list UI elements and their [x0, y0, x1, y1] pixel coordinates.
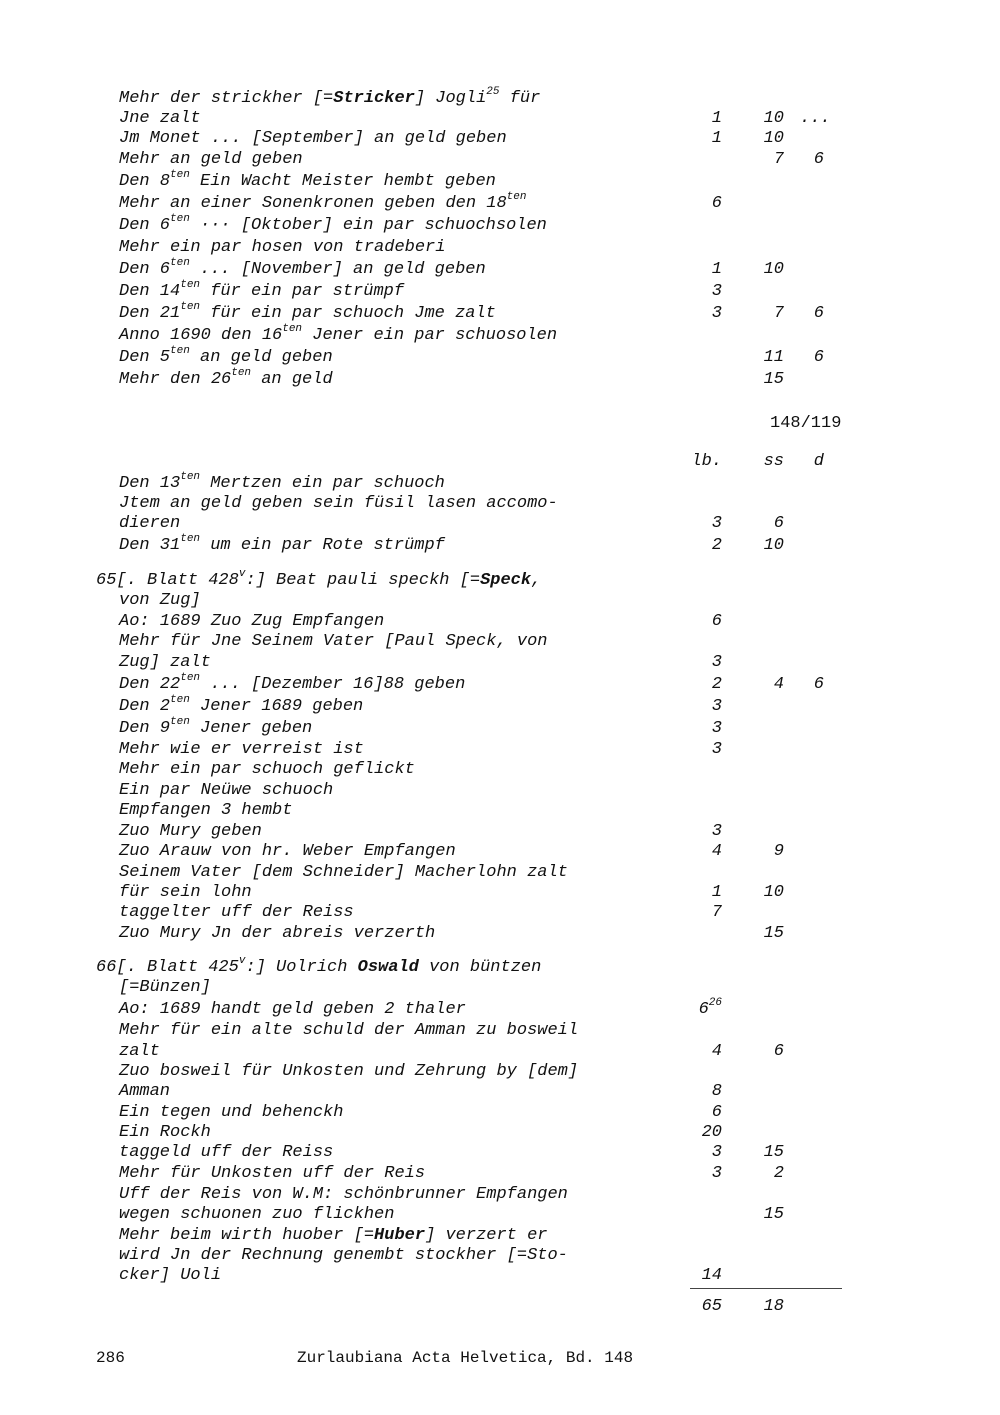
entry-text: Zuo Arauw von hr. Weber Empfangen: [119, 842, 456, 861]
entry-text: Mehr an geld geben: [119, 150, 303, 169]
entry-text: Zug] zalt: [119, 653, 211, 672]
entry-text: Ao: 1689 Zuo Zug Empfangen: [119, 612, 385, 631]
entry-text: Mehr an einer Sonenkronen geben den $18^{ten}$: [119, 191, 527, 213]
amount-ss: 10: [763, 109, 784, 128]
amount-lb: 3: [711, 1164, 722, 1183]
entry-text: Mehr ein par hosen von tradeberi: [119, 238, 446, 257]
ledger-row: [0, 1020, 1000, 1041]
amount-ss: 6: [773, 1042, 784, 1061]
ledger-row: [0, 1142, 1000, 1163]
amount-ss: 15: [763, 1143, 784, 1162]
footer-page-number: 286: [96, 1349, 125, 1367]
amount-lb: 3: [711, 304, 722, 323]
amount-lb: 6: [711, 612, 722, 631]
amount-lb: 7: [711, 903, 722, 922]
entry-text: cker] Uoli: [119, 1266, 222, 1285]
ledger-row: [0, 1102, 1000, 1123]
amount-d: 6: [813, 150, 824, 169]
entry-text: dieren: [119, 514, 181, 533]
entry-text: Seinem Vater [dem Schneider] Macherlohn zalt: [119, 863, 568, 882]
entry-text: Ein par Neüwe schuoch: [119, 781, 334, 800]
entry-text: Zuo Mury geben: [119, 822, 262, 841]
ledger-row: [0, 171, 1000, 192]
ledger-row: [0, 369, 1000, 390]
amount-lb: 3: [711, 1143, 722, 1162]
amount-lb: 2: [711, 675, 722, 694]
ledger-row: [0, 237, 1000, 258]
entry-65-heading: [0, 570, 1000, 591]
ledger-row: [0, 1081, 1000, 1102]
entry-text: zalt: [119, 1042, 160, 1061]
amount-d: 6: [813, 348, 824, 367]
amount-lb: $6^{26}$: [698, 997, 722, 1019]
ledger-row: [0, 718, 1000, 739]
ledger-row: [0, 999, 1000, 1020]
ledger-row: [0, 652, 1000, 673]
amount-ss: 18: [763, 1297, 784, 1316]
amount-ss: 10: [763, 129, 784, 148]
entry-text: Den $8^{ten}$ Ein Wacht Meister hembt geben: [119, 169, 496, 191]
entry-heading-text: 66[. Blatt 425$^v$:] Uolrich Oswald von büntzen: [96, 955, 542, 977]
entry-text: Den $9^{ten}$ Jener geben: [119, 716, 313, 738]
ledger-row: [0, 108, 1000, 129]
amount-lb: 3: [711, 719, 722, 738]
ledger-row: [0, 1061, 1000, 1082]
ledger-row: [0, 215, 1000, 236]
entry-text: Den $22^{ten}$ ... [Dezember 16]88 geben: [119, 672, 466, 694]
amount-ss: 11: [763, 348, 784, 367]
entry-text: Den $5^{ten}$ an geld geben: [119, 345, 333, 367]
entry-text: wird Jn der Rechnung genembt stockher [=Sto-: [119, 1246, 568, 1265]
amount-ss: 9: [773, 842, 784, 861]
entry-text: Den $13^{ten}$ Mertzen ein par schuoch: [119, 471, 445, 493]
amount-ss: 15: [763, 1205, 784, 1224]
amount-lb: 14: [701, 1266, 722, 1285]
entry-text: Mehr für ein alte schuld der Amman zu bosweil: [119, 1021, 579, 1040]
ledger-row: [0, 149, 1000, 170]
ledger-row: [0, 303, 1000, 324]
entry-text: taggeld uff der Reiss: [119, 1143, 334, 1162]
ledger-row: [0, 1265, 1000, 1286]
column-headers: [0, 451, 1000, 472]
entry-text: Mehr der strickher [=Stricker] Jogli$^{25}$ für: [119, 86, 541, 108]
amount-lb: 3: [711, 282, 722, 301]
amount-d: ...: [800, 109, 831, 128]
ledger-row: [0, 841, 1000, 862]
ledger-row: [0, 1041, 1000, 1062]
amount-ss: ss: [763, 452, 784, 471]
entry-text: wegen schuonen zuo flickhen: [119, 1205, 395, 1224]
entry-text: Ein tegen und behenckh: [119, 1103, 344, 1122]
ledger-row: [0, 1184, 1000, 1205]
page-reference: 148/119: [770, 414, 842, 433]
entry-text: Den $14^{ten}$ für ein par strümpf: [119, 279, 405, 301]
amount-ss: 7: [773, 304, 784, 323]
amount-lb: 1: [711, 260, 722, 279]
ledger-row: [0, 88, 1000, 109]
footer-title: Zurlaubiana Acta Helvetica, Bd. 148: [297, 1349, 634, 1367]
entry-text: Den $6^{ten}$ ... [November] an geld geben: [119, 257, 486, 279]
ledger-row: [0, 347, 1000, 368]
ledger-row: [0, 535, 1000, 556]
amount-lb: 2: [711, 536, 722, 555]
ledger-row: [0, 882, 1000, 903]
amount-lb: 1: [711, 883, 722, 902]
entry-text: Empfangen 3 hembt: [119, 801, 293, 820]
amount-d: 6: [813, 675, 824, 694]
total-row: [0, 1296, 1000, 1317]
entry-text: für sein lohn: [119, 883, 252, 902]
amount-lb: 3: [711, 740, 722, 759]
amount-lb: 1: [711, 129, 722, 148]
ledger-row: [0, 281, 1000, 302]
ledger-row: [0, 923, 1000, 944]
entry-text: Uff der Reis von W.M: schönbrunner Empfangen: [119, 1185, 568, 1204]
ledger-row: [0, 193, 1000, 214]
ledger-row: [0, 513, 1000, 534]
entry-text: Ein Rockh: [119, 1123, 211, 1142]
ledger-row: [0, 1245, 1000, 1266]
entry-text: Mehr ein par schuoch geflickt: [119, 760, 415, 779]
amount-lb: 1: [711, 109, 722, 128]
amount-lb: 4: [711, 1042, 722, 1061]
entry-text: Anno 1690 den $16^{ten}$ Jener ein par schuosolen: [119, 323, 558, 345]
amount-ss: 10: [763, 260, 784, 279]
ledger-row: [0, 862, 1000, 883]
amount-lb: 6: [711, 194, 722, 213]
entry-text: taggelter uff der Reiss: [119, 903, 354, 922]
ledger-row: [0, 977, 1000, 998]
entry-text: Jm Monet ... [September] an geld geben: [119, 129, 507, 148]
amount-d: 6: [813, 304, 824, 323]
ledger-row: [0, 800, 1000, 821]
entry-text: [=Bünzen]: [119, 978, 211, 997]
entry-text: Den $21^{ten}$ für ein par schuoch Jme zalt: [119, 301, 496, 323]
entry-text: Mehr wie er verreist ist: [119, 740, 364, 759]
amount-ss: 10: [763, 883, 784, 902]
entry-text: Den $6^{ten}$ ··· [Oktober] ein par schuochsolen: [119, 213, 547, 235]
amount-lb: 4: [711, 842, 722, 861]
amount-ss: 6: [773, 514, 784, 533]
ledger-row: [0, 1163, 1000, 1184]
total-rule: [690, 1288, 842, 1289]
ledger-row: [0, 1204, 1000, 1225]
ledger-row: [0, 611, 1000, 632]
ledger-row: [0, 259, 1000, 280]
ledger-row: [0, 128, 1000, 149]
amount-d: d: [813, 452, 824, 471]
amount-lb: 3: [711, 514, 722, 533]
entry-text: Ao: 1689 handt geld geben 2 thaler: [119, 1000, 466, 1019]
entry-text: Amman: [119, 1082, 171, 1101]
amount-lb: 3: [711, 653, 722, 672]
amount-lb: 3: [711, 822, 722, 841]
ledger-row: [0, 590, 1000, 611]
entry-text: Jtem an geld geben sein füsil lasen accomo-: [119, 494, 558, 513]
ledger-row: [0, 821, 1000, 842]
entry-heading-text: 65[. Blatt 428$^v$:] Beat pauli speckh [=Speck,: [96, 568, 542, 590]
amount-ss: 7: [773, 150, 784, 169]
ledger-row: [0, 631, 1000, 652]
ledger-row: [0, 696, 1000, 717]
entry-text: Den $2^{ten}$ Jener 1689 geben: [119, 694, 364, 716]
entry-text: Jne zalt: [119, 109, 201, 128]
amount-lb: 6: [711, 1103, 722, 1122]
entry-text: Mehr den $26^{ten}$ an geld: [119, 367, 333, 389]
entry-text: von Zug]: [119, 591, 201, 610]
ledger-row: [0, 1122, 1000, 1143]
entry-text: Mehr für Jne Seinem Vater [Paul Speck, von: [119, 632, 548, 651]
entry-text: Den $31^{ten}$ um ein par Rote strümpf: [119, 533, 445, 555]
entry-text: Mehr für Unkosten uff der Reis: [119, 1164, 426, 1183]
entry-66-heading: [0, 957, 1000, 978]
ledger-row: [0, 493, 1000, 514]
amount-lb: 8: [711, 1082, 722, 1101]
amount-ss: 4: [773, 675, 784, 694]
ledger-row: [0, 902, 1000, 923]
ledger-row: [0, 759, 1000, 780]
amount-lb: 65: [701, 1297, 722, 1316]
ledger-row: [0, 674, 1000, 695]
amount-lb: 3: [711, 697, 722, 716]
entry-text: Mehr beim wirth huober [=Huber] verzert er: [119, 1226, 548, 1245]
amount-ss: 15: [763, 370, 784, 389]
amount-ss: 2: [773, 1164, 784, 1183]
amount-ss: 10: [763, 536, 784, 555]
amount-lb: 20: [701, 1123, 722, 1142]
amount-ss: 15: [763, 924, 784, 943]
entry-text: Zuo Mury Jn der abreis verzerth: [119, 924, 436, 943]
ledger-row: [0, 780, 1000, 801]
ledger-row: [0, 325, 1000, 346]
amount-lb: lb.: [691, 452, 722, 471]
entry-text: Zuo bosweil für Unkosten und Zehrung by [dem]: [119, 1062, 579, 1081]
ledger-row: [0, 1225, 1000, 1246]
ledger-row: [0, 739, 1000, 760]
ledger-row: [0, 473, 1000, 494]
